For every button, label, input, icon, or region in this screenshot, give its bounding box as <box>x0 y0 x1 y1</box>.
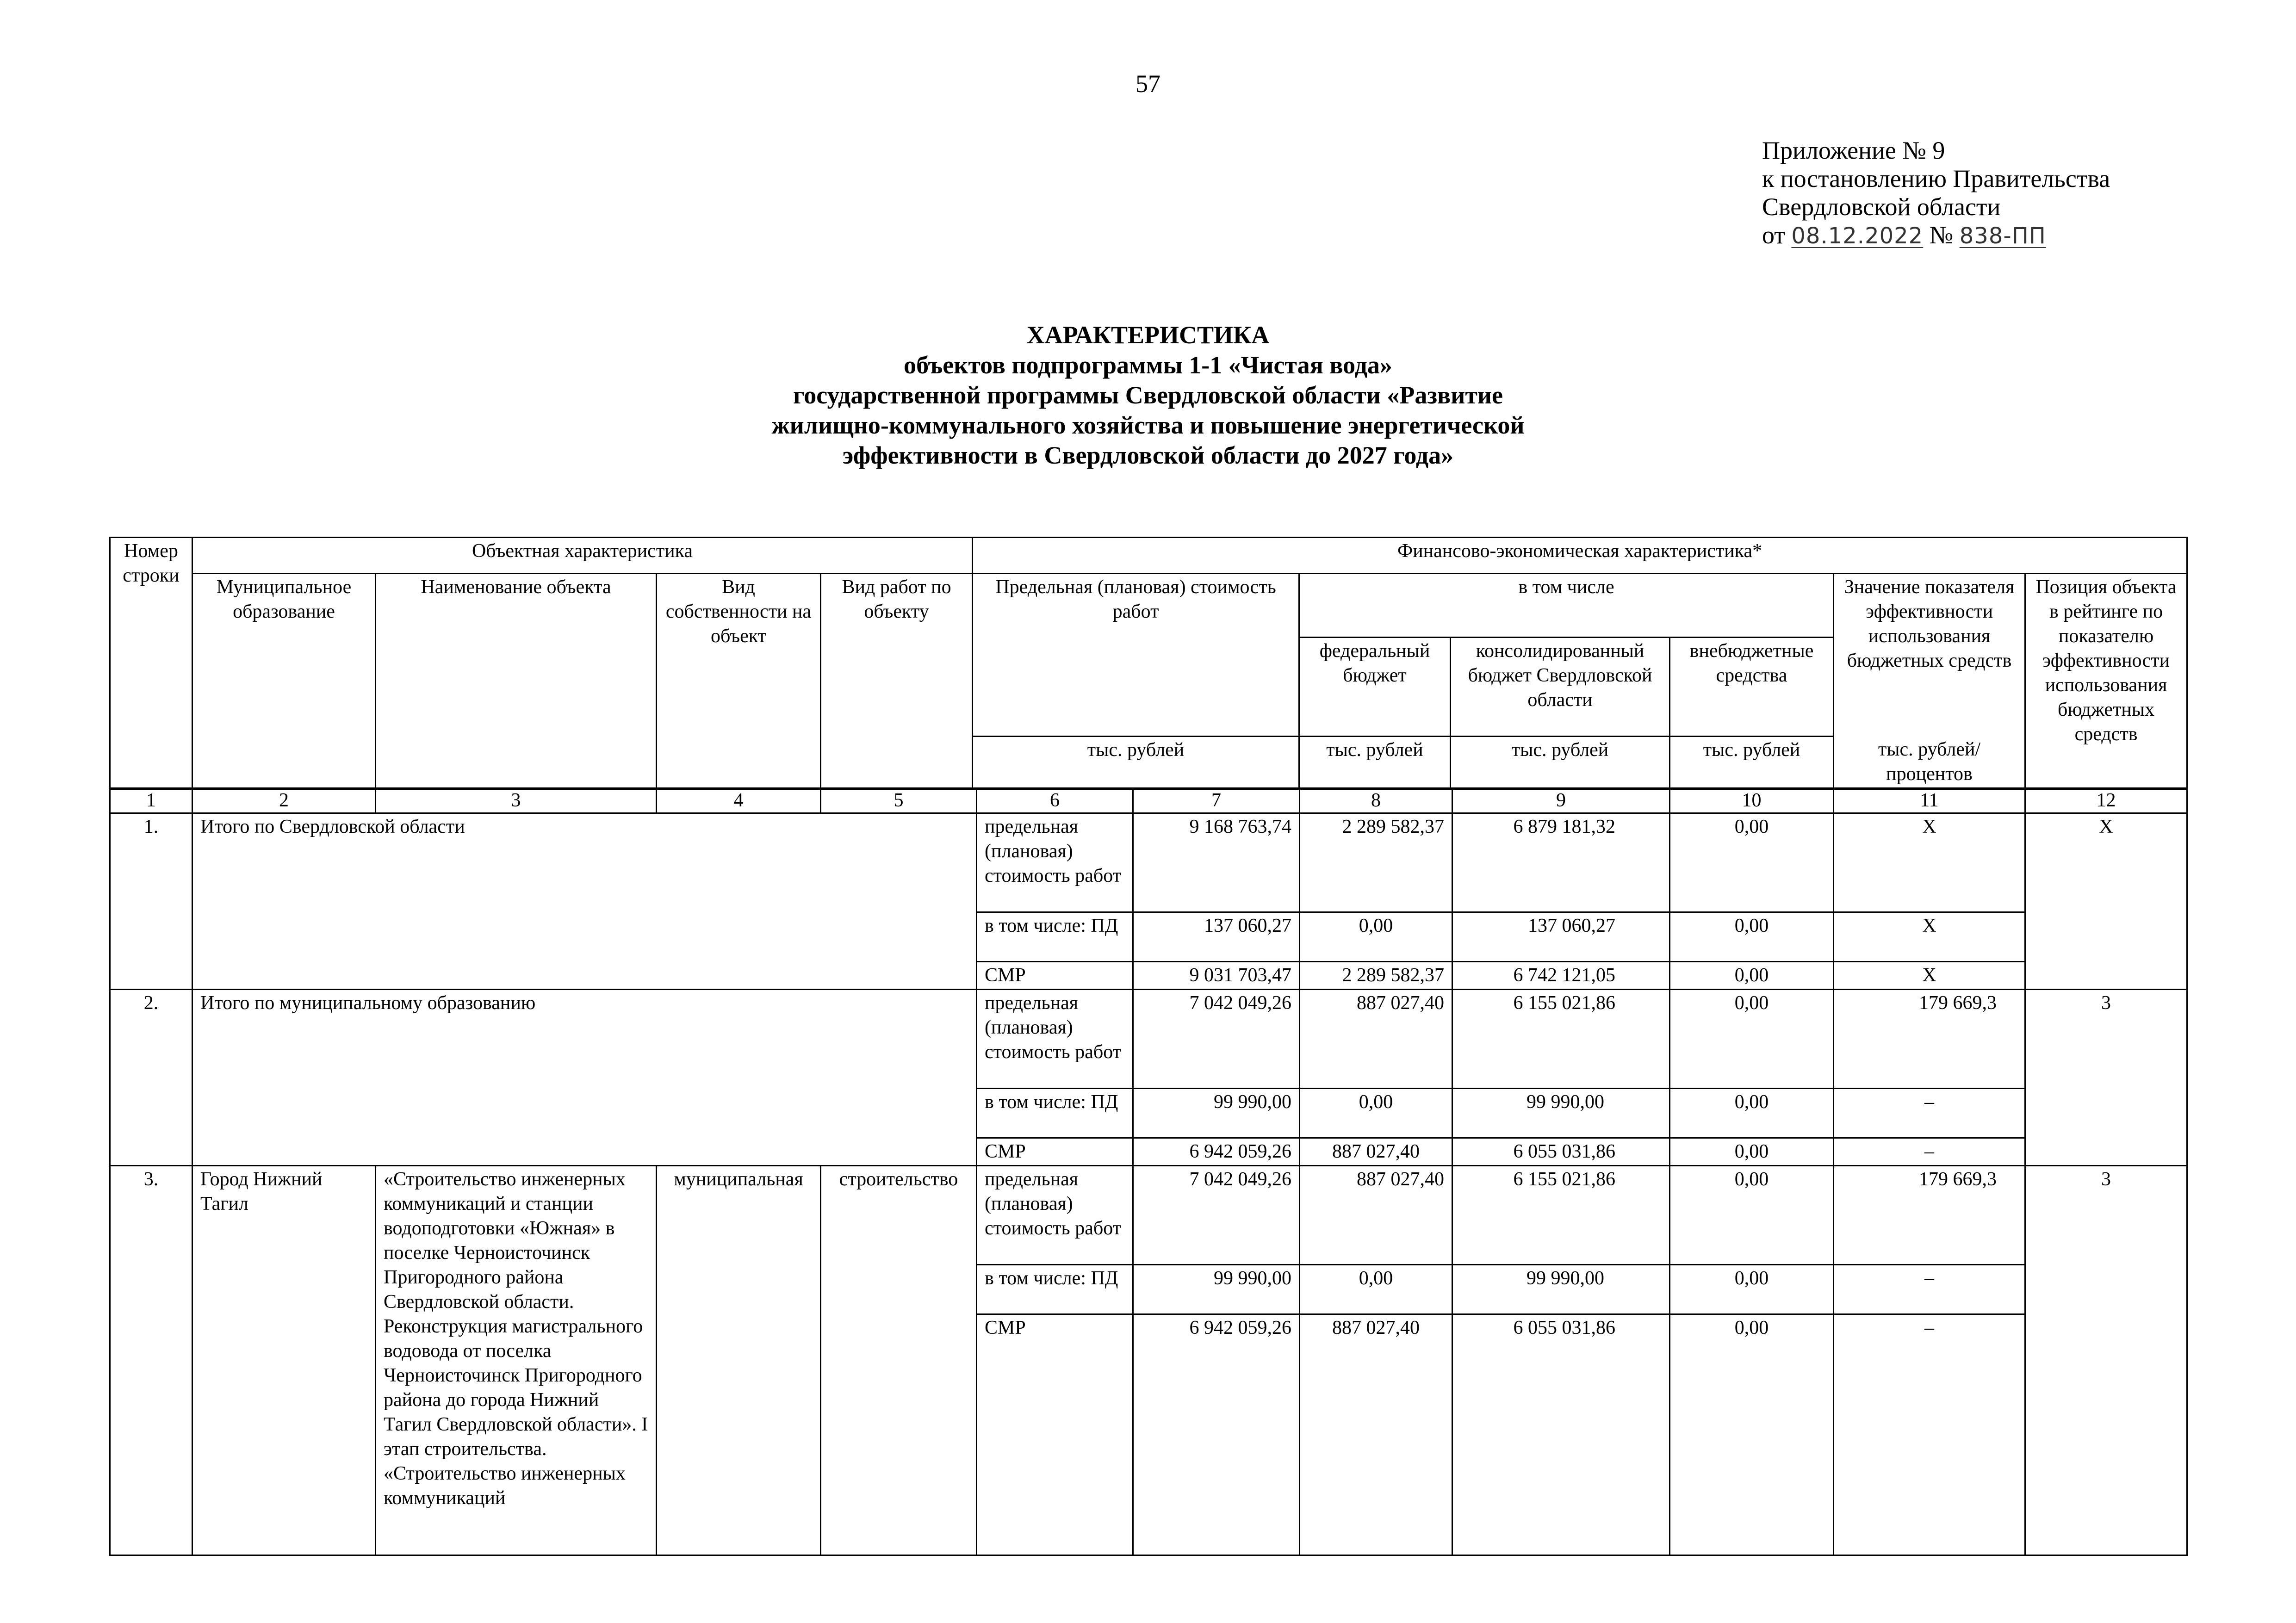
appendix-number-sign: № <box>1929 221 1954 249</box>
federal-value: 0,00 <box>1300 1265 1452 1314</box>
municipality-cell: Город Нижний Тагил <box>192 1166 376 1555</box>
cost-value: 7 042 049,26 <box>1133 1166 1300 1265</box>
header-including: в том числе <box>1299 574 1834 638</box>
column-number: 2 <box>192 789 376 813</box>
column-number: 4 <box>657 789 821 813</box>
table-row <box>110 1166 2187 1265</box>
cost-type: СМР <box>977 962 1133 990</box>
efficiency-value: – <box>1834 1089 2025 1138</box>
column-number: 11 <box>1834 789 2025 813</box>
header-object-characteristic: Объектная характеристика <box>192 538 973 574</box>
federal-value: 0,00 <box>1300 912 1452 962</box>
extrabudget-value: 0,00 <box>1670 962 1834 990</box>
appendix-line-3: Свердловской области <box>1762 193 2001 221</box>
header-extrabudget: внебюджетные средства <box>1670 638 1834 737</box>
extrabudget-value: 0,00 <box>1670 1138 1834 1166</box>
row-label: Итого по Свердловской области <box>192 813 977 990</box>
header-federal: федеральный бюджет <box>1299 638 1451 737</box>
work-type-cell: строительство <box>821 1166 977 1555</box>
column-number: 10 <box>1670 789 1834 813</box>
cost-type: СМР <box>977 1314 1133 1555</box>
cost-type: предельная (плановая) стоимость работ <box>977 813 1133 912</box>
header-cost: Предельная (плановая) стоимость работ <box>973 574 1299 737</box>
efficiency-value: 179 669,3 <box>1834 1166 2025 1265</box>
appendix-number: 838-ПП <box>1959 223 2046 249</box>
column-number: 5 <box>821 789 977 813</box>
extrabudget-value: 0,00 <box>1670 1314 1834 1555</box>
body-table <box>109 788 2188 1556</box>
consolidated-value: 137 060,27 <box>1452 912 1670 962</box>
efficiency-value: Х <box>1834 962 2025 990</box>
cost-value: 137 060,27 <box>1133 912 1300 962</box>
extrabudget-value: 0,00 <box>1670 1166 1834 1265</box>
header-consolidated: консолидированный бюджет Свердловской области <box>1451 638 1670 737</box>
page-number: 57 <box>1136 70 1160 98</box>
appendix-prefix: от <box>1762 221 1785 249</box>
appendix-line-4 <box>1762 221 2110 250</box>
title-line-5: эффективности в Свердловской области до 2027 года» <box>842 441 1454 469</box>
cost-value: 7 042 049,26 <box>1133 990 1300 1089</box>
cost-value: 9 031 703,47 <box>1133 962 1300 990</box>
column-numbers-row <box>110 789 2187 813</box>
federal-value: 2 289 582,37 <box>1300 813 1452 912</box>
federal-value: 887 027,40 <box>1300 1138 1452 1166</box>
rating-value: Х <box>2025 813 2187 990</box>
cost-value: 99 990,00 <box>1133 1265 1300 1314</box>
header-object-name: Наименование объекта <box>376 574 657 788</box>
table-row <box>110 813 2187 912</box>
efficiency-value: Х <box>1834 813 2025 912</box>
consolidated-value: 99 990,00 <box>1452 1265 1670 1314</box>
consolidated-value: 6 155 021,86 <box>1452 1166 1670 1265</box>
consolidated-value: 6 742 121,05 <box>1452 962 1670 990</box>
efficiency-value: Х <box>1834 912 2025 962</box>
federal-value: 887 027,40 <box>1300 1314 1452 1555</box>
appendix-line-1: Приложение № 9 <box>1762 136 1945 164</box>
cost-type: СМР <box>977 1138 1133 1166</box>
header-efficiency: Значение показателя эффективности использования бюджетных средств <box>1834 574 2025 737</box>
cost-type: предельная (плановая) стоимость работ <box>977 1166 1133 1265</box>
cost-value: 6 942 059,26 <box>1133 1138 1300 1166</box>
header-ownership: Вид собственности на объект <box>657 574 821 788</box>
header-work-type: Вид работ по объекту <box>821 574 973 788</box>
extrabudget-value: 0,00 <box>1670 813 1834 912</box>
cost-value: 99 990,00 <box>1133 1089 1300 1138</box>
appendix-date: 08.12.2022 <box>1791 223 1924 249</box>
header-unit-extrabudget: тыс. рублей <box>1670 737 1834 788</box>
title-line-1: ХАРАКТЕРИСТИКА <box>1026 321 1270 349</box>
consolidated-value: 6 879 181,32 <box>1452 813 1670 912</box>
efficiency-value: – <box>1834 1314 2025 1555</box>
column-number: 7 <box>1133 789 1300 813</box>
column-number: 1 <box>110 789 192 813</box>
cost-type: в том числе: ПД <box>977 1265 1133 1314</box>
extrabudget-value: 0,00 <box>1670 912 1834 962</box>
extrabudget-value: 0,00 <box>1670 1265 1834 1314</box>
rating-value: 3 <box>2025 1166 2187 1555</box>
header-table <box>109 537 2188 789</box>
efficiency-value: – <box>1834 1138 2025 1166</box>
header-row-number: Номер строки <box>110 538 192 788</box>
header-unit-consolidated: тыс. рублей <box>1451 737 1670 788</box>
header-unit-efficiency: тыс. рублей/ процентов <box>1834 737 2025 788</box>
cost-value: 6 942 059,26 <box>1133 1314 1300 1555</box>
header-municipality: Муниципальное образование <box>192 574 376 788</box>
efficiency-value: – <box>1834 1265 2025 1314</box>
appendix-block <box>1762 136 2110 250</box>
header-unit-cost: тыс. рублей <box>973 737 1299 788</box>
consolidated-value: 6 055 031,86 <box>1452 1138 1670 1166</box>
cost-type: в том числе: ПД <box>977 1089 1133 1138</box>
row-number: 1. <box>110 813 192 990</box>
header-unit-federal: тыс. рублей <box>1299 737 1451 788</box>
rating-value: 3 <box>2025 990 2187 1166</box>
cost-type: предельная (плановая) стоимость работ <box>977 990 1133 1089</box>
object-name-cell: «Строительство инженерных коммуникаций и станции водоподготовки «Южная» в поселке Черноисточинск Пригородного района Свердловской области. Реконструкция магистрального водовода от поселка Черноисточинск Пригородного района до города Нижний Тагил Свердловской области». I этап строительства. «Строительство инженерных коммуникаций <box>376 1166 657 1555</box>
column-number: 3 <box>376 789 657 813</box>
column-number: 12 <box>2025 789 2187 813</box>
column-number: 8 <box>1300 789 1452 813</box>
consolidated-value: 6 155 021,86 <box>1452 990 1670 1089</box>
cost-value: 9 168 763,74 <box>1133 813 1300 912</box>
extrabudget-value: 0,00 <box>1670 990 1834 1089</box>
appendix-line-2: к постановлению Правительства <box>1762 165 2110 192</box>
header-financial-characteristic: Финансово-экономическая характеристика* <box>973 538 2187 574</box>
title-line-2: объектов подпрограммы 1-1 «Чистая вода» <box>904 351 1392 379</box>
federal-value: 2 289 582,37 <box>1300 962 1452 990</box>
row-label: Итого по муниципальному образованию <box>192 990 977 1166</box>
consolidated-value: 6 055 031,86 <box>1452 1314 1670 1555</box>
title-line-3: государственной программы Свердловской области «Развитие <box>793 381 1503 409</box>
header-rating: Позиция объекта в рейтинге по показателю эффективности использования бюджетных средств <box>2025 574 2187 788</box>
table-row <box>110 990 2187 1089</box>
cost-type: в том числе: ПД <box>977 912 1133 962</box>
document-title <box>0 320 2296 471</box>
ownership-cell: муниципальная <box>657 1166 821 1555</box>
column-number: 6 <box>977 789 1133 813</box>
federal-value: 887 027,40 <box>1300 1166 1452 1265</box>
consolidated-value: 99 990,00 <box>1452 1089 1670 1138</box>
efficiency-value: 179 669,3 <box>1834 990 2025 1089</box>
extrabudget-value: 0,00 <box>1670 1089 1834 1138</box>
federal-value: 887 027,40 <box>1300 990 1452 1089</box>
column-number: 9 <box>1452 789 1670 813</box>
title-line-4: жилищно-коммунального хозяйства и повышение энергетической <box>771 411 1525 439</box>
row-number: 3. <box>110 1166 192 1555</box>
federal-value: 0,00 <box>1300 1089 1452 1138</box>
row-number: 2. <box>110 990 192 1166</box>
